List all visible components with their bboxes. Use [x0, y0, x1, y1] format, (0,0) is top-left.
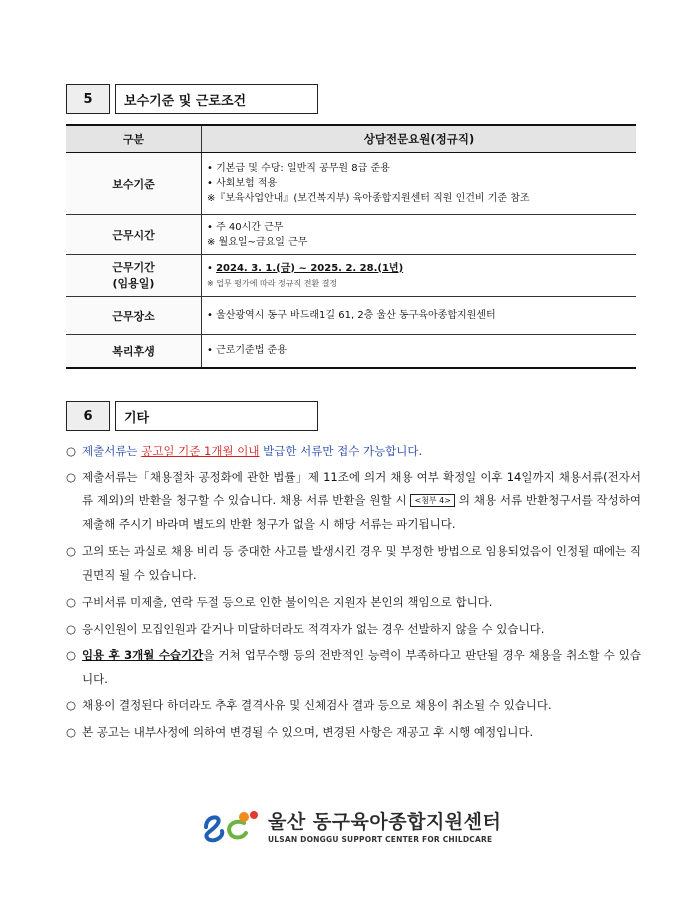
row-label: 근무시간 — [66, 215, 202, 255]
section-title: 보수기준 및 근로조건 — [115, 84, 318, 114]
list-item — [66, 721, 641, 745]
circle-bullet: ○ — [66, 444, 77, 458]
value-line: ※ 월요일~금요일 근무 — [207, 236, 308, 248]
conditions-table — [66, 124, 636, 369]
row-value — [202, 255, 637, 297]
list-item — [66, 440, 641, 464]
list-item — [66, 466, 641, 537]
section-number: 5 — [66, 84, 110, 114]
list-item — [66, 644, 641, 691]
value-line: ※『보육사업안내』(보건복지부) 육아종합지원센터 직원 인건비 기준 참조 — [207, 193, 530, 204]
label-line: (임용일) — [112, 276, 155, 290]
table-header-row — [66, 125, 636, 153]
list-item — [66, 540, 641, 587]
item-text: 본 공고는 내부사정에 의하여 변경될 수 있으며, 변경된 사항은 재공고 후 시행 예정입니다. — [82, 724, 534, 739]
attachment-tag: <첨부 4> — [410, 494, 455, 507]
logo-subtitle: ULSAN DONGGU SUPPORT CENTER FOR CHILDCARE — [268, 834, 493, 844]
item-text: 구비서류 미제출, 연락 두절 등으로 인한 불이익은 지원자 본인의 책임으로 합니다. — [82, 595, 493, 609]
item-text-part: 발급한 서류만 접수 가능합니다. — [259, 444, 423, 458]
circle-bullet: ○ — [66, 544, 77, 558]
list-item — [66, 591, 641, 615]
table-row — [66, 215, 636, 255]
row-value — [202, 297, 637, 335]
probation-highlight: 임용 후 3개월 수습기간 — [82, 648, 204, 662]
logo-text-block — [268, 807, 501, 844]
circle-bullet: ○ — [66, 469, 77, 484]
circle-bullet: ○ — [66, 724, 77, 739]
notice-list — [66, 440, 641, 744]
item-text-part: 제출서류는 — [82, 444, 142, 458]
table-row — [66, 255, 636, 297]
center-logo — [200, 805, 501, 845]
section-number: 6 — [66, 401, 110, 431]
logo-mark-icon — [200, 805, 262, 845]
section-title: 기타 — [115, 401, 318, 431]
circle-bullet: ○ — [66, 648, 77, 662]
item-text-part: 을 거쳐 업무수행 등의 전반적인 능력이 부족하다고 판단될 경우 채용을 취소할 수 있습니다. — [82, 648, 641, 686]
item-text — [82, 644, 641, 691]
label-line: 근무기간 — [112, 260, 155, 274]
employment-period: 2024. 3. 1.(금) ~ 2025. 2. 28.(1년) — [216, 262, 404, 274]
row-value — [202, 153, 637, 215]
section-6-header — [66, 401, 318, 431]
value-line: • 근로기준법 준용 — [207, 345, 287, 357]
deadline-highlight: 공고일 기준 1개월 이내 — [141, 444, 260, 458]
table-row — [66, 153, 636, 215]
row-value — [202, 215, 637, 255]
circle-bullet: ○ — [66, 698, 77, 712]
value-note: ※ 업무 평가에 따라 정규직 전환 결정 — [207, 278, 338, 288]
table-row — [66, 335, 636, 368]
item-text: 고의 또는 과실로 채용 비리 등 중대한 사고를 발생시킨 경우 및 부정한 방법으로 임용되었음이 인정될 때에는 직권면직 될 수 있습니다. — [82, 544, 641, 582]
value-line: • 사회보험 적용 — [207, 178, 278, 189]
item-text: 응시인원이 모집인원과 같거나 미달하더라도 적격자가 없는 경우 선발하지 않을 수 있습니다. — [82, 621, 545, 636]
value-line: • 주 40시간 근무 — [207, 221, 284, 233]
header-position: 상담전문요원(정규직) — [202, 125, 637, 153]
row-value — [202, 335, 637, 368]
list-item — [66, 618, 641, 642]
row-label: 보수기준 — [66, 153, 202, 215]
value-line: • 2024. 3. 1.(금) ~ 2025. 2. 28.(1년) — [207, 262, 404, 274]
logo-title: 울산 동구육아종합지원센터 — [268, 810, 502, 833]
row-label: 복리후생 — [66, 335, 202, 368]
item-text-part: 제출서류는「채용절차 공정화에 관한 법률」제 11조에 의거 채용 여부 확정일 이후 14일까지 채용서류(전자서류 제외)의 반환을 청구할 수 있습니다. 채용 서류 반환을 원할 시 — [82, 469, 641, 507]
section-5-header — [66, 84, 318, 114]
row-label — [66, 255, 202, 297]
list-item — [66, 694, 641, 718]
item-text-part: 의 채용 서류 반환청구서를 작성하여 제출해 주시기 바라며 별도의 반환 청구가 없을 시 해당 서류는 파기됩니다. — [82, 493, 641, 531]
circle-bullet: ○ — [66, 595, 77, 609]
item-text — [82, 466, 641, 537]
item-text — [82, 440, 641, 464]
value-line: • 기본급 및 수당: 일반직 공무원 8급 준용 — [207, 163, 390, 174]
value-line: • 울산광역시 동구 바드래1길 61, 2층 울산 동구육아종합지원센터 — [207, 310, 496, 321]
row-label: 근무장소 — [66, 297, 202, 335]
circle-bullet: ○ — [66, 621, 77, 636]
item-text: 채용이 결정된다 하더라도 추후 결격사유 및 신체검사 결과 등으로 채용이 취소될 수 있습니다. — [82, 698, 552, 712]
table-row — [66, 297, 636, 335]
header-category: 구분 — [66, 125, 202, 153]
